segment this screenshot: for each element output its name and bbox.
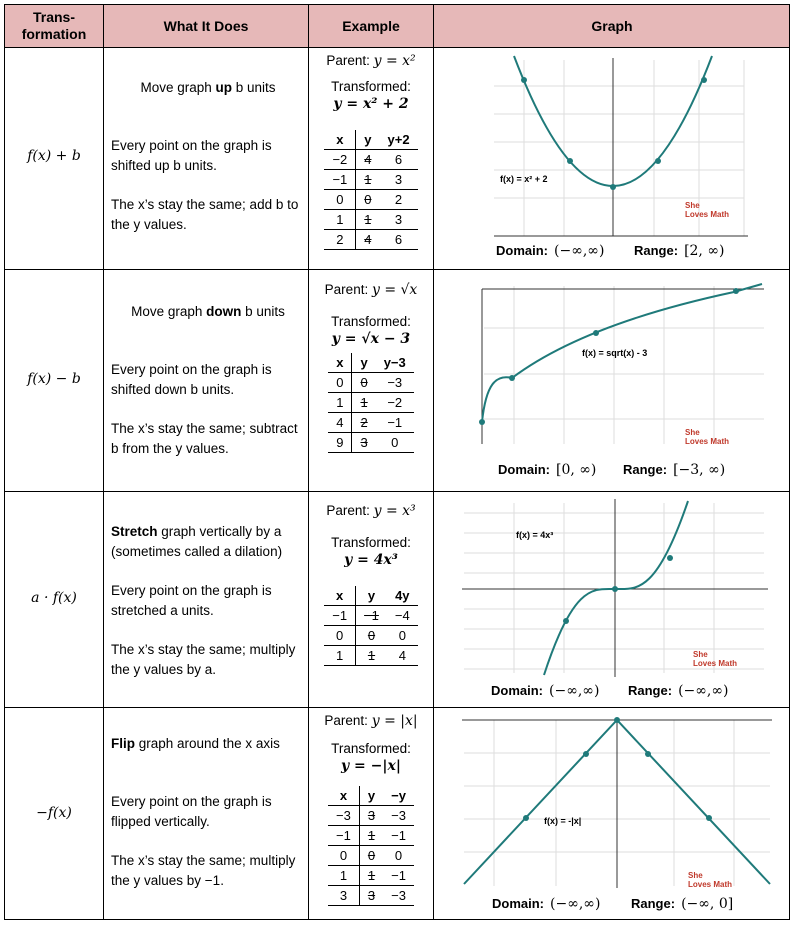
notation-stretch: a · f(x) <box>31 590 77 606</box>
row1-example: Parent: y = x² Transformed: y = x² + 2 x y y+2 −2 4 6 −1 1 3 0 0 2 1 1 3 2 4 6 <box>309 53 433 250</box>
row3-value-table: x y 4y −1 −1 −4 0 0 0 1 1 4 <box>324 586 417 666</box>
row1-logo: She Loves Math <box>685 201 730 219</box>
row4-fn-label: f(x) = -|x| <box>544 816 582 826</box>
row1-range: Range: [2, ∞) <box>634 243 725 259</box>
row4-domain: Domain: (−∞,∞) <box>492 896 601 912</box>
row3-fn-label: f(x) = 4x³ <box>516 530 554 540</box>
header-what-it-does: What It Does <box>163 17 249 34</box>
notation-down: f(x) − b <box>27 371 81 387</box>
row4-description: Flip graph around the x axis Every point on the graph is flipped vertically. The x’s stay the same; multiply the y values by −1. <box>111 736 296 888</box>
transformations-table: Trans- formation What It Does Example Graph f(x) + b Move graph up b units Every point on the graph is shifted up b units. The x’s stay the same; add b to the y values. Parent: y = x² Transformed: y = x² + 2 x y y+2 −2 4 6 −1 1 3 0 0 2 1 1 3 2 4 6 f(x) = x² + 2 She Loves Math Domain: (−∞,∞) Range: [2, ∞) f(x) − b Move graph down b units Every point on the graph is shifted down b units. The x’s stay the same; subtract b from the y values. Parent: y = √x Transformed: y = √x − 3 x y y−3 0 0 −3 1 1 −2 4 2 −1 9 3 0 f(x) = sqrt(x) - 3 She Loves Math Domain: [0, ∞) Range: [−3, ∞) a · f(x) Stretch graph vertically by a (sometimes called a dilation) Every point on the graph is stretched a units. The x’s stay the same; multiply the y values by a. Parent: y = x³ Transformed: y = 4x³ x y 4y −1 −1 −4 0 0 0 1 1 4 f(x) = 4x³ She Loves Math Domain: (−∞,∞) Range: (−∞,∞) −f(x) Flip graph around the x axis Every point on the graph is flipped vertically. The x’s stay the same; multiply the y values by −1. Parent: y = |x| Transformed: y = −|x| x y −y −3 3 −3 −1 1 −1 0 0 0 1 1 −1 3 3 −3 f(x) = -|x| She Loves Math Domain: (−∞,∞) Range: (−∞, 0] <box>4 4 790 920</box>
header-example: Example <box>342 17 400 34</box>
row1-para2: The x’s stay the same; add b to the y values. <box>111 197 299 232</box>
row1-value-table: x y y+2 −2 4 6 −1 1 3 0 0 2 1 1 3 2 4 6 <box>324 130 417 250</box>
row2-example: Parent: y = √x Transformed: y = √x − 3 x y y−3 0 0 −3 1 1 −2 4 2 −1 9 3 0 <box>309 282 433 453</box>
row1-domain: Domain: (−∞,∞) <box>496 243 605 259</box>
row1-fn-label: f(x) = x² + 2 <box>500 174 548 184</box>
header-graph: Graph <box>591 17 633 34</box>
row1-summary: Move graph up b units <box>140 80 276 95</box>
row2-description: Move graph down b units Every point on the graph is shifted down b units. The x’s stay the same; subtract b from the y values. <box>111 304 298 456</box>
row2-value-table: x y y−3 0 0 −3 1 1 −2 4 2 −1 9 3 0 <box>328 353 414 453</box>
row3-range: Range: (−∞,∞) <box>628 683 729 699</box>
row3-example: Parent: y = x³ Transformed: y = 4x³ x y 4y −1 −1 −4 0 0 0 1 1 4 <box>309 503 433 666</box>
row3-domain: Domain: (−∞,∞) <box>491 683 600 699</box>
row4-value-table: x y −y −3 3 −3 −1 1 −1 0 0 0 1 1 −1 3 3 −3 <box>328 786 414 906</box>
row3-description: Stretch graph vertically by a (sometimes called a dilation) Every point on the graph is stretched a units. The x’s stay the same; multiply the y values by a. <box>111 524 296 677</box>
row2-domain: Domain: [0, ∞) <box>498 462 597 478</box>
row2-range: Range: [−3, ∞) <box>623 462 726 478</box>
table-header <box>5 5 789 47</box>
row2-fn-label: f(x) = sqrt(x) - 3 <box>582 348 648 358</box>
row1-description <box>111 78 305 235</box>
row4-range: Range: (−∞, 0] <box>631 896 734 912</box>
notation-up: f(x) + b <box>27 148 81 164</box>
row2-graph <box>434 274 790 454</box>
row4-graph <box>434 708 790 890</box>
notation-flip: −f(x) <box>36 805 72 821</box>
row1-para1: Every point on the graph is shifted up b units. <box>111 138 272 173</box>
row4-example: Parent: y = |x| Transformed: y = −|x| x y −y −3 3 −3 −1 1 −1 0 0 0 1 1 −1 3 3 −3 <box>309 713 433 906</box>
row1-graph <box>434 48 790 244</box>
header-transformation: Trans- formation <box>21 9 87 42</box>
